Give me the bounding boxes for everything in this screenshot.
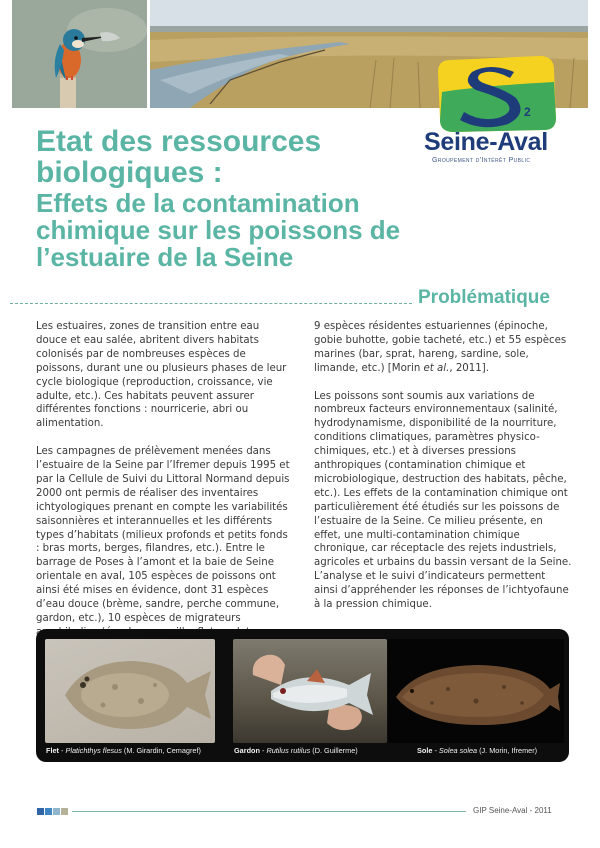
caption-credit: (M. Girardin, Cemagref) [121,746,201,755]
caption-credit: (J. Morin, Ifremer) [477,746,538,755]
caption-latin: Solea solea [438,746,478,755]
footer-text: GIP Seine-Aval - 2011 [473,806,552,815]
sole-illustration [388,639,564,743]
section-title: Problématique [418,287,550,308]
paragraph: Les poissons sont soumis aux variations de nombreux facteurs environnementaux (salinité, hydrodynamisme, disponibilité de la nourriture, conditions climatiques, paramètres physico-chimiques, etc.) et à diverses pressions anthropiques (contamination chimique et microbiologique, destruction des habitats, pêche, etc.). Les effets de la contamination chimique ont particulièrement été étudiés sur les poissons de l’estuaire de la Seine. Ce milieu présente, en effet, une multi-contamination chimique chronique, car réceptacle des rejets industriels, agricoles et urbains du bassin versant de la Seine. L’analyse et le suivi d’indicateurs permettent ainsi d’appréhender les réponses de l’ichtyofaune à la pression chimique. [314,390,572,611]
caption-latin: Platichthys flesus [65,746,122,755]
footer-square [53,808,60,815]
paragraph: Les campagnes de prélèvement menées dans l’estuaire de la Seine par l’Ifremer depuis 1995 et par la Cellule de Suivi du Littoral Normand depuis 2000 ont permis de réaliser des inventaires ichtyologiques prenant en compte les variabilités saisonnières et interannuelles et les différents types d’habitats (milieux profonds et petits fonds : bras morts, berges, filandres, etc.). Entre le barrage de Poses à l’amont et la baie de Seine orientale en aval, 105 espèces de poissons ont ainsi été mises en évidence, dont 31 espèces d’eau douce (brème, sandre, perche commune, gardon, etc.), 10 espèces de migrateurs [36,446,290,625]
caption-sep: - [432,746,439,755]
photo-caption-sole [417,746,537,755]
footer-square [45,808,52,815]
caption-latin: Rutilus rutilus [266,746,311,755]
section-divider [10,303,412,304]
footer-divider [72,811,466,812]
caption-name: Sole [417,746,433,755]
paragraph-text: 9 espèces résidentes estuariennes (épinoche, gobie buhotte, gobie tacheté, etc.) et 55 espèces marines (bar, sprat, hareng, sardine, sole, limande, etc.) [Morin [314,321,567,374]
roach-illustration [233,639,387,743]
caption-name: Flet [46,746,59,755]
gardon-photo [233,639,387,743]
body-column-right [314,320,572,612]
paragraph-text: , 2011]. [449,362,489,374]
footer-square [61,808,68,815]
footer-square [37,808,44,815]
logo-name: Seine-Aval [424,128,548,156]
caption-sep: - [259,746,267,755]
photo-caption-flet [46,746,201,755]
paragraph [314,320,572,376]
footer-color-squares [37,808,68,815]
paragraph: Les estuaires, zones de transition entre eau douce et eau salée, abritent divers habitats colonisés par de nombreuses espèces de poissons, durant une ou plusieurs phases de leur cycle biologique (reproduction, croissance, vie adulte, etc.). Ces habitats peuvent assurer différentes fonctions : nourricerie, abri ou alimentation. [36,321,287,430]
body-column-left [36,320,292,654]
logo-subtitle: Groupement d'Intérêt Public [432,157,531,164]
page-subtitle: Effets de la contamination chimique sur les poissons de l’estuaire de la Seine [36,188,401,272]
citation-et-al: et al. [423,362,450,374]
kingfisher-photo [12,0,147,108]
flounder-illustration [45,639,215,743]
caption-sep: - [58,746,66,755]
caption-credit: (D. Guillerme) [310,746,358,755]
kingfisher-illustration [12,0,147,108]
flet-photo [45,639,215,743]
page-title: Etat des ressources biologiques : [36,125,322,189]
sole-photo [388,639,564,743]
svg-text:2: 2 [524,105,531,119]
caption-name: Gardon [234,746,260,755]
fish-photo-strip [36,629,569,762]
photo-caption-gardon [234,746,358,755]
